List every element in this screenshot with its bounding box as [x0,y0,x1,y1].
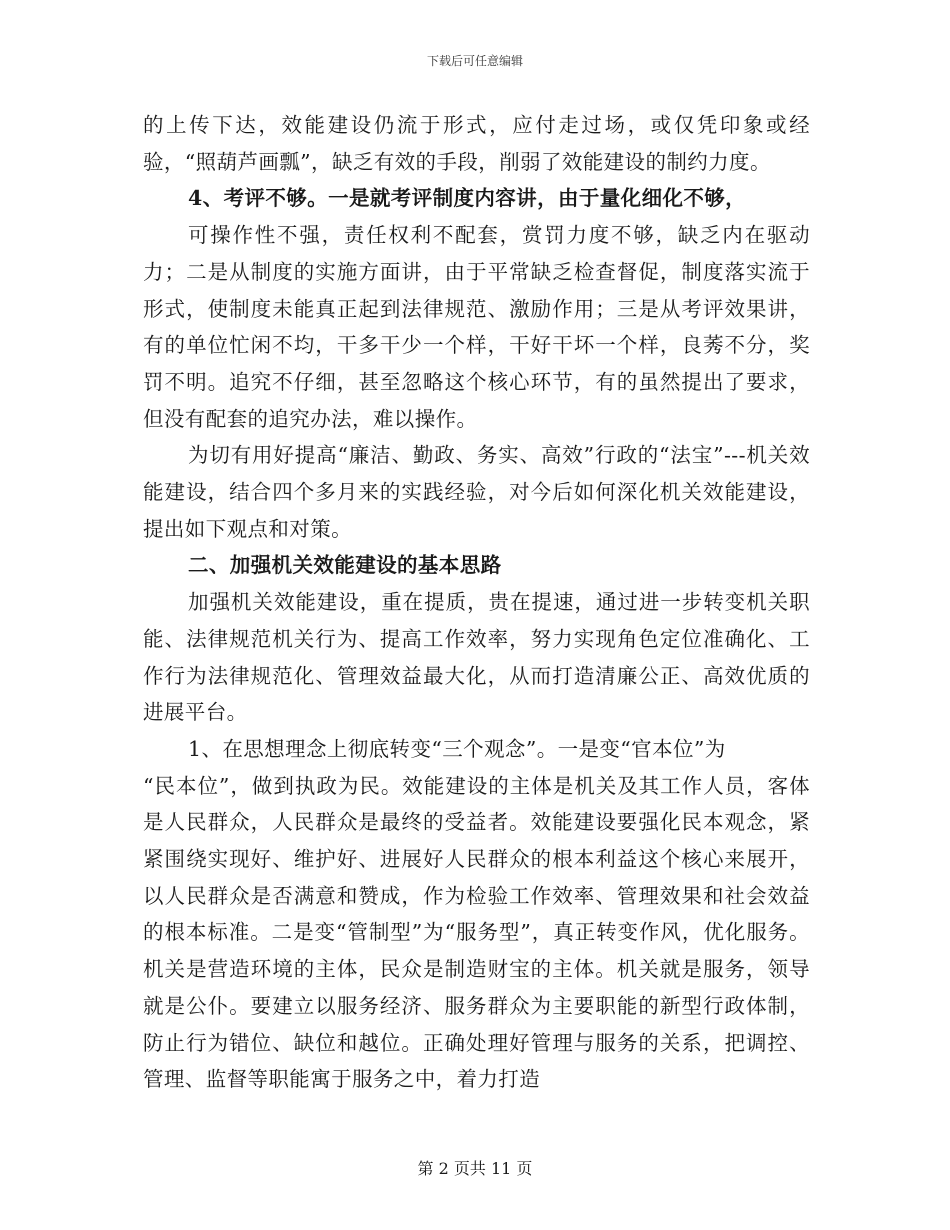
paragraph-evaluation-detail: 可操作性不强，责任权利不配套，赏罚力度不够，缺乏内在驱动力；二是从制度的实施方面讲，由于平常缺乏检查督促，制度落实流于形式，使制度未能真正起到法律规范、激励作用；三是从考评效果讲，有的单位忙闲不均，干多干少一个样，干好干坏一个样，良莠不分，奖罚不明。追究不仔细，甚至忽略这个核心环节，有的虽然提出了要求，但没有配套的追究办法，难以操作。 [143,223,810,431]
paragraph-transition: 为切有用好提高“廉洁、勤政、务实、高效”行政的“法宝”---机关效能建设，结合四个多月来的实践经验，对今后如何深化机关效能建设，提出如下观点和对策。 [143,443,810,541]
section-heading-basic-ideas: 二、加强机关效能建设的基本思路 [188,553,502,578]
document-body [143,107,810,1098]
page-header: 下载后可任意编辑 [426,54,523,68]
paragraph-three-concepts-intro: 1、在思想理念上彻底转变“三个观念”。一是变“官本位”为 [188,736,726,761]
paragraph-continuation: 的上传下达，效能建设仍流于形式，应付走过场，或仅凭印象或经验，“照葫芦画瓢”，缺乏有效的手段，削弱了效能建设的制约力度。 [143,113,810,174]
page-footer: 第 2 页共 11 页 [417,1159,533,1178]
paragraph-basic-ideas: 加强机关效能建设，重在提质，贵在提速，通过进一步转变机关职能、法律规范机关行为、提高工作效率，努力实现角色定位准确化、工作行为法律规范化、管理效益最大化，从而打造清廉公正、高效优质的进展平台。 [143,590,810,725]
section-heading-evaluation: 4、考评不够。一是就考评制度内容讲，由于量化细化不够， [188,186,747,211]
paragraph-three-concepts-detail: “民本位”，做到执政为民。效能建设的主体是机关及其工作人员，客体是人民群众，人民群众是最终的受益者。效能建设要强化民本观念，紧紧围绕实现好、维护好、进展好人民群众的根本利益这个核心来展开，以人民群众是否满意和赞成，作为检验工作效率、管理效果和社会效益的根本标准。二是变“管制型”为“服务型”，真正转变作风，优化服务。机关是营造环境的主体，民众是制造财宝的主体。机关就是服务，领导就是公仆。要建立以服务经济、服务群众为主要职能的新型行政体制，防止行为错位、缺位和越位。正确处理好管理与服务的关系，把调控、管理、监督等职能寓于服务之中，着力打造 [143,773,810,1092]
